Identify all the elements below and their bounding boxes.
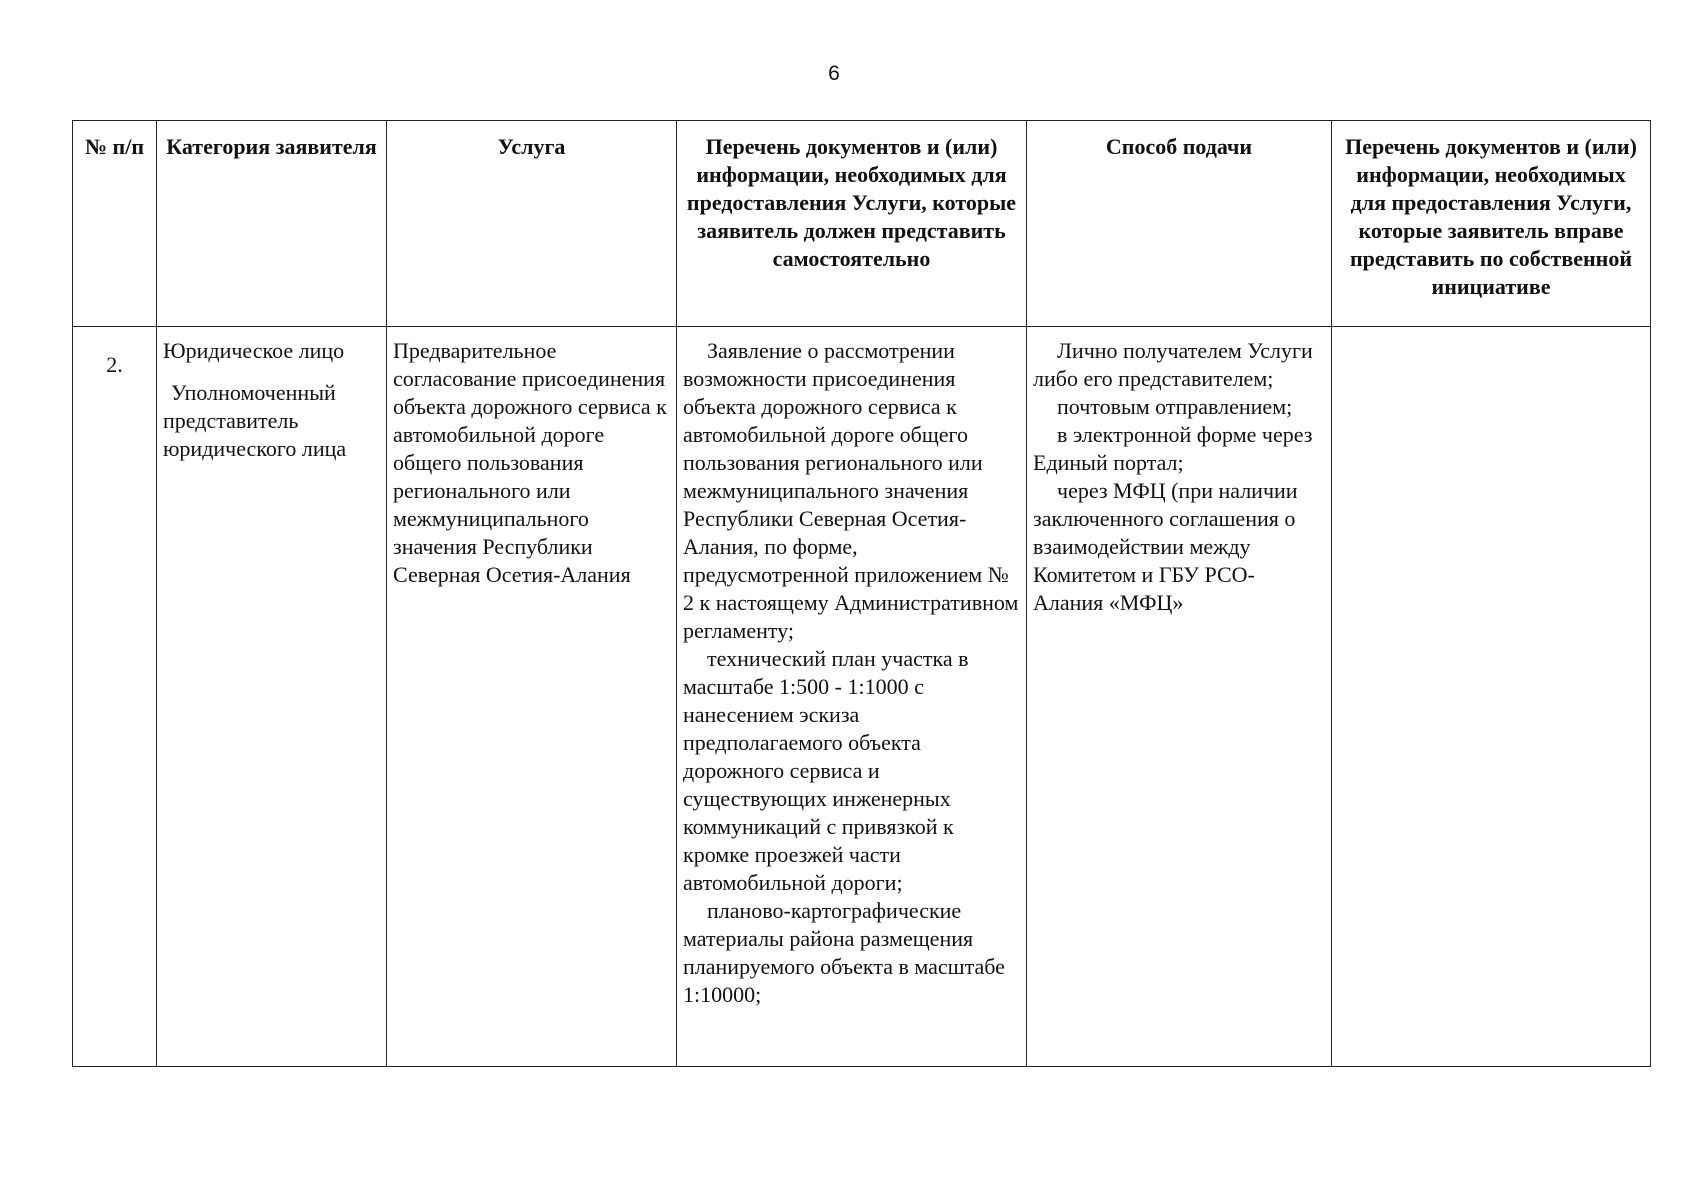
submission-item: Лично получателем Услуги либо его представителем; [1033, 338, 1313, 391]
category-authorized-representative: Уполномоченный представитель юридического лица [163, 380, 347, 461]
services-table [72, 120, 1651, 1067]
category-legal-entity: Юридическое лицо [163, 338, 345, 363]
row-required-documents [677, 327, 1027, 1067]
header-service: Услуга [387, 121, 677, 327]
submission-item: в электронной форме через Единый портал; [1033, 422, 1313, 475]
submission-item: почтовым отправлением; [1057, 394, 1293, 419]
header-category: Категория заявителя [157, 121, 387, 327]
header-required-documents: Перечень документов и (или) информации, необходимых для предоставления Услуги, которые заявитель должен представить самостоятельно [677, 121, 1027, 327]
service-text: Предварительное согласование присоединения объекта дорожного сервиса к автомобильной дороге общего пользования регионального или межмуниципального значения Республики Северная Осетия-Алания [393, 338, 667, 587]
table-row [73, 327, 1651, 1067]
row-optional-documents [1332, 327, 1651, 1067]
header-number: № п/п [73, 121, 157, 327]
table-header-row [73, 121, 1651, 327]
header-optional-documents: Перечень документов и (или) информации, необходимых для предоставления Услуги, которые заявитель вправе представить по собственной инициативе [1332, 121, 1651, 327]
row-submission-method [1027, 327, 1332, 1067]
row-service [387, 327, 677, 1067]
row-category [157, 327, 387, 1067]
document-item: планово-картографические материалы района размещения планируемого объекта в масштабе 1:10000; [683, 898, 1005, 1007]
row-number: 2. [73, 327, 157, 1067]
document-item: Заявление о рассмотрении возможности присоединения объекта дорожного сервиса к автомобильной дороге общего пользования регионального или межмуниципального значения Республики Северная Осетия-Алания, по форме, предусмотренной приложением № 2 к настоящему Административном регламенту; [683, 338, 1019, 643]
document-item: технический план участка в масштабе 1:500 - 1:1000 с нанесением эскиза предполагаемого объекта дорожного сервиса и существующих инженерных коммуникаций с привязкой к кромке проезжей части автомобильной дороги; [683, 646, 969, 895]
submission-item: через МФЦ (при наличии заключенного соглашения о взаимодействии между Комитетом и ГБУ РСО-Алания «МФЦ» [1033, 478, 1298, 615]
header-submission-method: Способ подачи [1027, 121, 1332, 327]
page-number: 6 [828, 62, 840, 85]
